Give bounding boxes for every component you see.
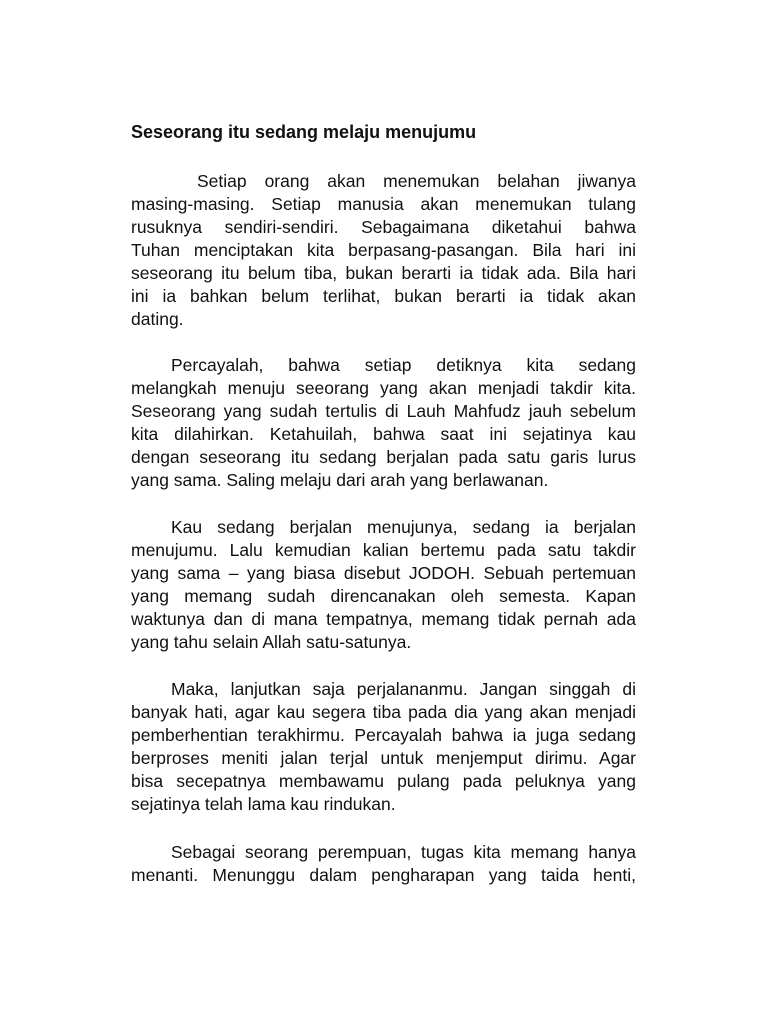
text-line: melangkah menuju seeorang yang akan menjadi takdir kita. — [131, 378, 636, 398]
text-line: pemberhentian terakhirmu. Percayalah bahwa ia juga sedang — [131, 725, 636, 745]
text-line: Sebagai seorang perempuan, tugas kita memang hanya — [171, 842, 636, 862]
text-line: Kau sedang berjalan menujunya, sedang ia berjalan — [171, 517, 636, 537]
text-line: ini ia bahkan belum terlihat, bukan berarti ia tidak akan — [131, 286, 636, 306]
text-line: Tuhan menciptakan kita berpasang-pasangan. Bila hari ini — [131, 240, 636, 260]
text-line: dating. — [131, 309, 184, 329]
paragraph-5 — [131, 841, 636, 887]
text-line: seseorang itu belum tiba, bukan berarti ia tidak ada. Bila hari — [131, 263, 636, 283]
text-line: bisa secepatnya membawamu pulang pada peluknya yang — [131, 771, 636, 791]
text-line: Maka, lanjutkan saja perjalananmu. Jangan singgah di — [171, 679, 636, 699]
text-line: Seseorang yang sudah tertulis di Lauh Mahfudz jauh sebelum — [131, 401, 636, 421]
text-line: yang memang sudah direncanakan oleh semesta. Kapan — [131, 586, 636, 606]
text-line: berproses meniti jalan terjal untuk menjemput dirimu. Agar — [131, 748, 636, 768]
text-line: kita dilahirkan. Ketahuilah, bahwa saat ini sejatinya kau — [131, 424, 636, 444]
text-line: yang sama – yang biasa disebut JODOH. Sebuah pertemuan — [131, 563, 636, 583]
text-line: rusuknya sendiri-sendiri. Sebagaimana diketahui bahwa — [131, 217, 636, 237]
paragraph-1 — [131, 170, 636, 331]
text-line: menujumu. Lalu kemudian kalian bertemu pada satu takdir — [131, 540, 636, 560]
paragraph-3 — [131, 516, 636, 654]
text-line: sejatinya telah lama kau rindukan. — [131, 794, 396, 814]
paragraph-2 — [131, 354, 636, 492]
text-line: dengan seseorang itu sedang berjalan pada satu garis lurus — [131, 447, 636, 467]
text-line: Setiap orang akan menemukan belahan jiwanya — [197, 171, 636, 191]
text-line: banyak hati, agar kau segera tiba pada dia yang akan menjadi — [131, 702, 636, 722]
text-line: menanti. Menunggu dalam pengharapan yang taida henti, — [131, 865, 636, 885]
text-line: yang sama. Saling melaju dari arah yang berlawanan. — [131, 470, 549, 490]
text-line: masing-masing. Setiap manusia akan menemukan tulang — [131, 194, 636, 214]
text-line: Percayalah, bahwa setiap detiknya kita sedang — [171, 355, 636, 375]
text-line: waktunya dan di mana tempatnya, memang tidak pernah ada — [131, 609, 636, 629]
document-title: Seseorang itu sedang melaju menujumu — [131, 122, 477, 142]
paragraph-4 — [131, 678, 636, 816]
text-line: yang tahu selain Allah satu-satunya. — [131, 632, 412, 652]
